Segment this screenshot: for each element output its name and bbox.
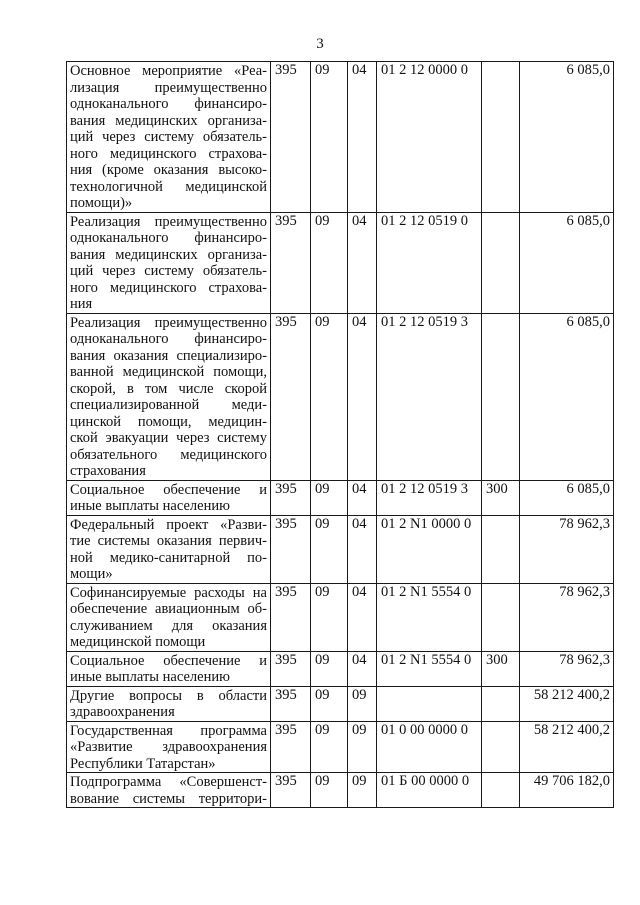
expense-type-cell bbox=[482, 583, 520, 651]
item-name-line: Государственная программа bbox=[70, 722, 267, 739]
item-name-cell bbox=[67, 583, 271, 651]
subsection-code-cell: 09 bbox=[348, 686, 377, 721]
target-article-cell: 01 2 12 0519 3 bbox=[377, 313, 482, 480]
item-name-line: ного медицинского страхова- bbox=[70, 279, 267, 296]
subsection-code-cell: 04 bbox=[348, 515, 377, 583]
ministry-code-cell: 395 bbox=[271, 212, 311, 313]
item-name-cell bbox=[67, 721, 271, 773]
section-code-cell: 09 bbox=[311, 583, 348, 651]
item-name-cell bbox=[67, 651, 271, 686]
ministry-code-cell: 395 bbox=[271, 773, 311, 808]
expense-type-cell bbox=[482, 721, 520, 773]
amount-cell: 49 706 182,0 bbox=[520, 773, 614, 808]
item-name-line: ной медико-санитарной по- bbox=[70, 549, 267, 566]
ministry-code-cell: 395 bbox=[271, 62, 311, 213]
item-name-line: Основное мероприятие «Реа- bbox=[70, 63, 267, 79]
expense-type-cell bbox=[482, 515, 520, 583]
item-name-line: страхования bbox=[70, 463, 146, 479]
item-name-line: вания оказания специализиро- bbox=[70, 347, 267, 364]
item-name-line: Социальное обеспечение и bbox=[70, 652, 267, 669]
item-name-cell bbox=[67, 773, 271, 808]
subsection-code-cell: 04 bbox=[348, 480, 377, 515]
target-article-cell: 01 2 12 0519 3 bbox=[377, 480, 482, 515]
item-name-line: вания медицинских организа- bbox=[70, 112, 267, 129]
item-name-line: ций через систему обязатель- bbox=[70, 129, 267, 145]
item-name-line: здравоохранения bbox=[70, 704, 175, 720]
item-name-line: вование системы территори- bbox=[70, 790, 267, 807]
amount-cell: 58 212 400,2 bbox=[520, 721, 614, 773]
item-name-line: ской эвакуации через систему bbox=[70, 430, 267, 446]
target-article-cell: 01 Б 00 0000 0 bbox=[377, 773, 482, 808]
item-name-line: цинской помощи, медицин- bbox=[70, 413, 267, 430]
item-name-line: технологичной медицинской bbox=[70, 178, 267, 195]
amount-cell: 78 962,3 bbox=[520, 515, 614, 583]
section-code-cell: 09 bbox=[311, 773, 348, 808]
item-name-cell bbox=[67, 515, 271, 583]
item-name-line: иные выплаты населению bbox=[70, 669, 230, 685]
section-code-cell: 09 bbox=[311, 651, 348, 686]
section-code-cell: 09 bbox=[311, 721, 348, 773]
target-article-cell: 01 0 00 0000 0 bbox=[377, 721, 482, 773]
amount-cell: 6 085,0 bbox=[520, 480, 614, 515]
item-name-line: медицинской помощи bbox=[70, 634, 206, 650]
amount-cell: 78 962,3 bbox=[520, 583, 614, 651]
item-name-line: Социальное обеспечение и bbox=[70, 481, 267, 498]
ministry-code-cell: 395 bbox=[271, 686, 311, 721]
item-name-line: ванной медицинской помощи, bbox=[70, 364, 267, 380]
expense-type-cell bbox=[482, 212, 520, 313]
table-row bbox=[67, 212, 614, 313]
item-name-line: одноканального финансиро- bbox=[70, 96, 267, 112]
item-name-line: лизация преимущественно bbox=[70, 79, 267, 96]
subsection-code-cell: 04 bbox=[348, 212, 377, 313]
budget-table bbox=[66, 61, 614, 808]
ministry-code-cell: 395 bbox=[271, 583, 311, 651]
item-name-line: Реализация преимущественно bbox=[70, 314, 267, 331]
item-name-cell bbox=[67, 62, 271, 213]
item-name-line: ций через систему обязатель- bbox=[70, 263, 267, 279]
subsection-code-cell: 04 bbox=[348, 62, 377, 213]
item-name-line: «Развитие здравоохранения bbox=[70, 739, 267, 755]
target-article-cell: 01 2 N1 5554 0 bbox=[377, 651, 482, 686]
page-number: 3 bbox=[316, 36, 324, 52]
expense-type-cell bbox=[482, 686, 520, 721]
item-name-line: ния bbox=[70, 296, 93, 312]
table-row bbox=[67, 686, 614, 721]
target-article-cell: 01 2 12 0000 0 bbox=[377, 62, 482, 213]
budget-table-body bbox=[67, 62, 614, 808]
item-name-line: Федеральный проект «Разви- bbox=[70, 516, 267, 533]
item-name-line: вания медицинских организа- bbox=[70, 246, 267, 263]
ministry-code-cell: 395 bbox=[271, 515, 311, 583]
amount-cell: 6 085,0 bbox=[520, 212, 614, 313]
expense-type-cell bbox=[482, 773, 520, 808]
subsection-code-cell: 04 bbox=[348, 583, 377, 651]
amount-cell: 58 212 400,2 bbox=[520, 686, 614, 721]
item-name-line: Софинансируемые расходы на bbox=[70, 584, 267, 601]
section-code-cell: 09 bbox=[311, 515, 348, 583]
item-name-line: специализированной меди- bbox=[70, 397, 267, 413]
ministry-code-cell: 395 bbox=[271, 721, 311, 773]
table-row bbox=[67, 583, 614, 651]
target-article-cell bbox=[377, 686, 482, 721]
table-row bbox=[67, 313, 614, 480]
table-row bbox=[67, 480, 614, 515]
item-name-line: Реализация преимущественно bbox=[70, 213, 267, 230]
table-row bbox=[67, 515, 614, 583]
section-code-cell: 09 bbox=[311, 686, 348, 721]
amount-cell: 78 962,3 bbox=[520, 651, 614, 686]
table-row bbox=[67, 773, 614, 808]
table-row bbox=[67, 62, 614, 213]
item-name-line: служиванием для оказания bbox=[70, 617, 267, 634]
item-name-line: ния (кроме оказания высоко- bbox=[70, 162, 267, 178]
item-name-line: обязательного медицинского bbox=[70, 446, 267, 463]
subsection-code-cell: 09 bbox=[348, 773, 377, 808]
subsection-code-cell: 09 bbox=[348, 721, 377, 773]
expense-type-cell bbox=[482, 62, 520, 213]
target-article-cell: 01 2 N1 5554 0 bbox=[377, 583, 482, 651]
item-name-line: одноканального финансиро- bbox=[70, 331, 267, 347]
item-name-line: Другие вопросы в области bbox=[70, 687, 267, 704]
item-name-cell bbox=[67, 313, 271, 480]
item-name-cell bbox=[67, 480, 271, 515]
table-row bbox=[67, 651, 614, 686]
target-article-cell: 01 2 N1 0000 0 bbox=[377, 515, 482, 583]
subsection-code-cell: 04 bbox=[348, 651, 377, 686]
subsection-code-cell: 04 bbox=[348, 313, 377, 480]
item-name-line: мощи» bbox=[70, 566, 113, 582]
target-article-cell: 01 2 12 0519 0 bbox=[377, 212, 482, 313]
ministry-code-cell: 395 bbox=[271, 313, 311, 480]
item-name-line: тие системы оказания первич- bbox=[70, 533, 267, 549]
section-code-cell: 09 bbox=[311, 62, 348, 213]
section-code-cell: 09 bbox=[311, 212, 348, 313]
item-name-line: скорой, в том числе скорой bbox=[70, 380, 267, 397]
item-name-line: Республики Татарстан» bbox=[70, 755, 216, 772]
amount-cell: 6 085,0 bbox=[520, 313, 614, 480]
item-name-line: иные выплаты населению bbox=[70, 498, 230, 514]
table-row bbox=[67, 721, 614, 773]
item-name-line: Подпрограмма «Совершенст- bbox=[70, 774, 267, 790]
item-name-cell bbox=[67, 686, 271, 721]
section-code-cell: 09 bbox=[311, 480, 348, 515]
item-name-line: помощи)» bbox=[70, 195, 133, 211]
amount-cell: 6 085,0 bbox=[520, 62, 614, 213]
ministry-code-cell: 395 bbox=[271, 480, 311, 515]
expense-type-cell: 300 bbox=[482, 480, 520, 515]
expense-type-cell: 300 bbox=[482, 651, 520, 686]
expense-type-cell bbox=[482, 313, 520, 480]
item-name-line: одноканального финансиро- bbox=[70, 230, 267, 246]
ministry-code-cell: 395 bbox=[271, 651, 311, 686]
item-name-line: ного медицинского страхова- bbox=[70, 145, 267, 162]
item-name-line: обеспечение авиационным об- bbox=[70, 601, 267, 617]
section-code-cell: 09 bbox=[311, 313, 348, 480]
item-name-cell bbox=[67, 212, 271, 313]
